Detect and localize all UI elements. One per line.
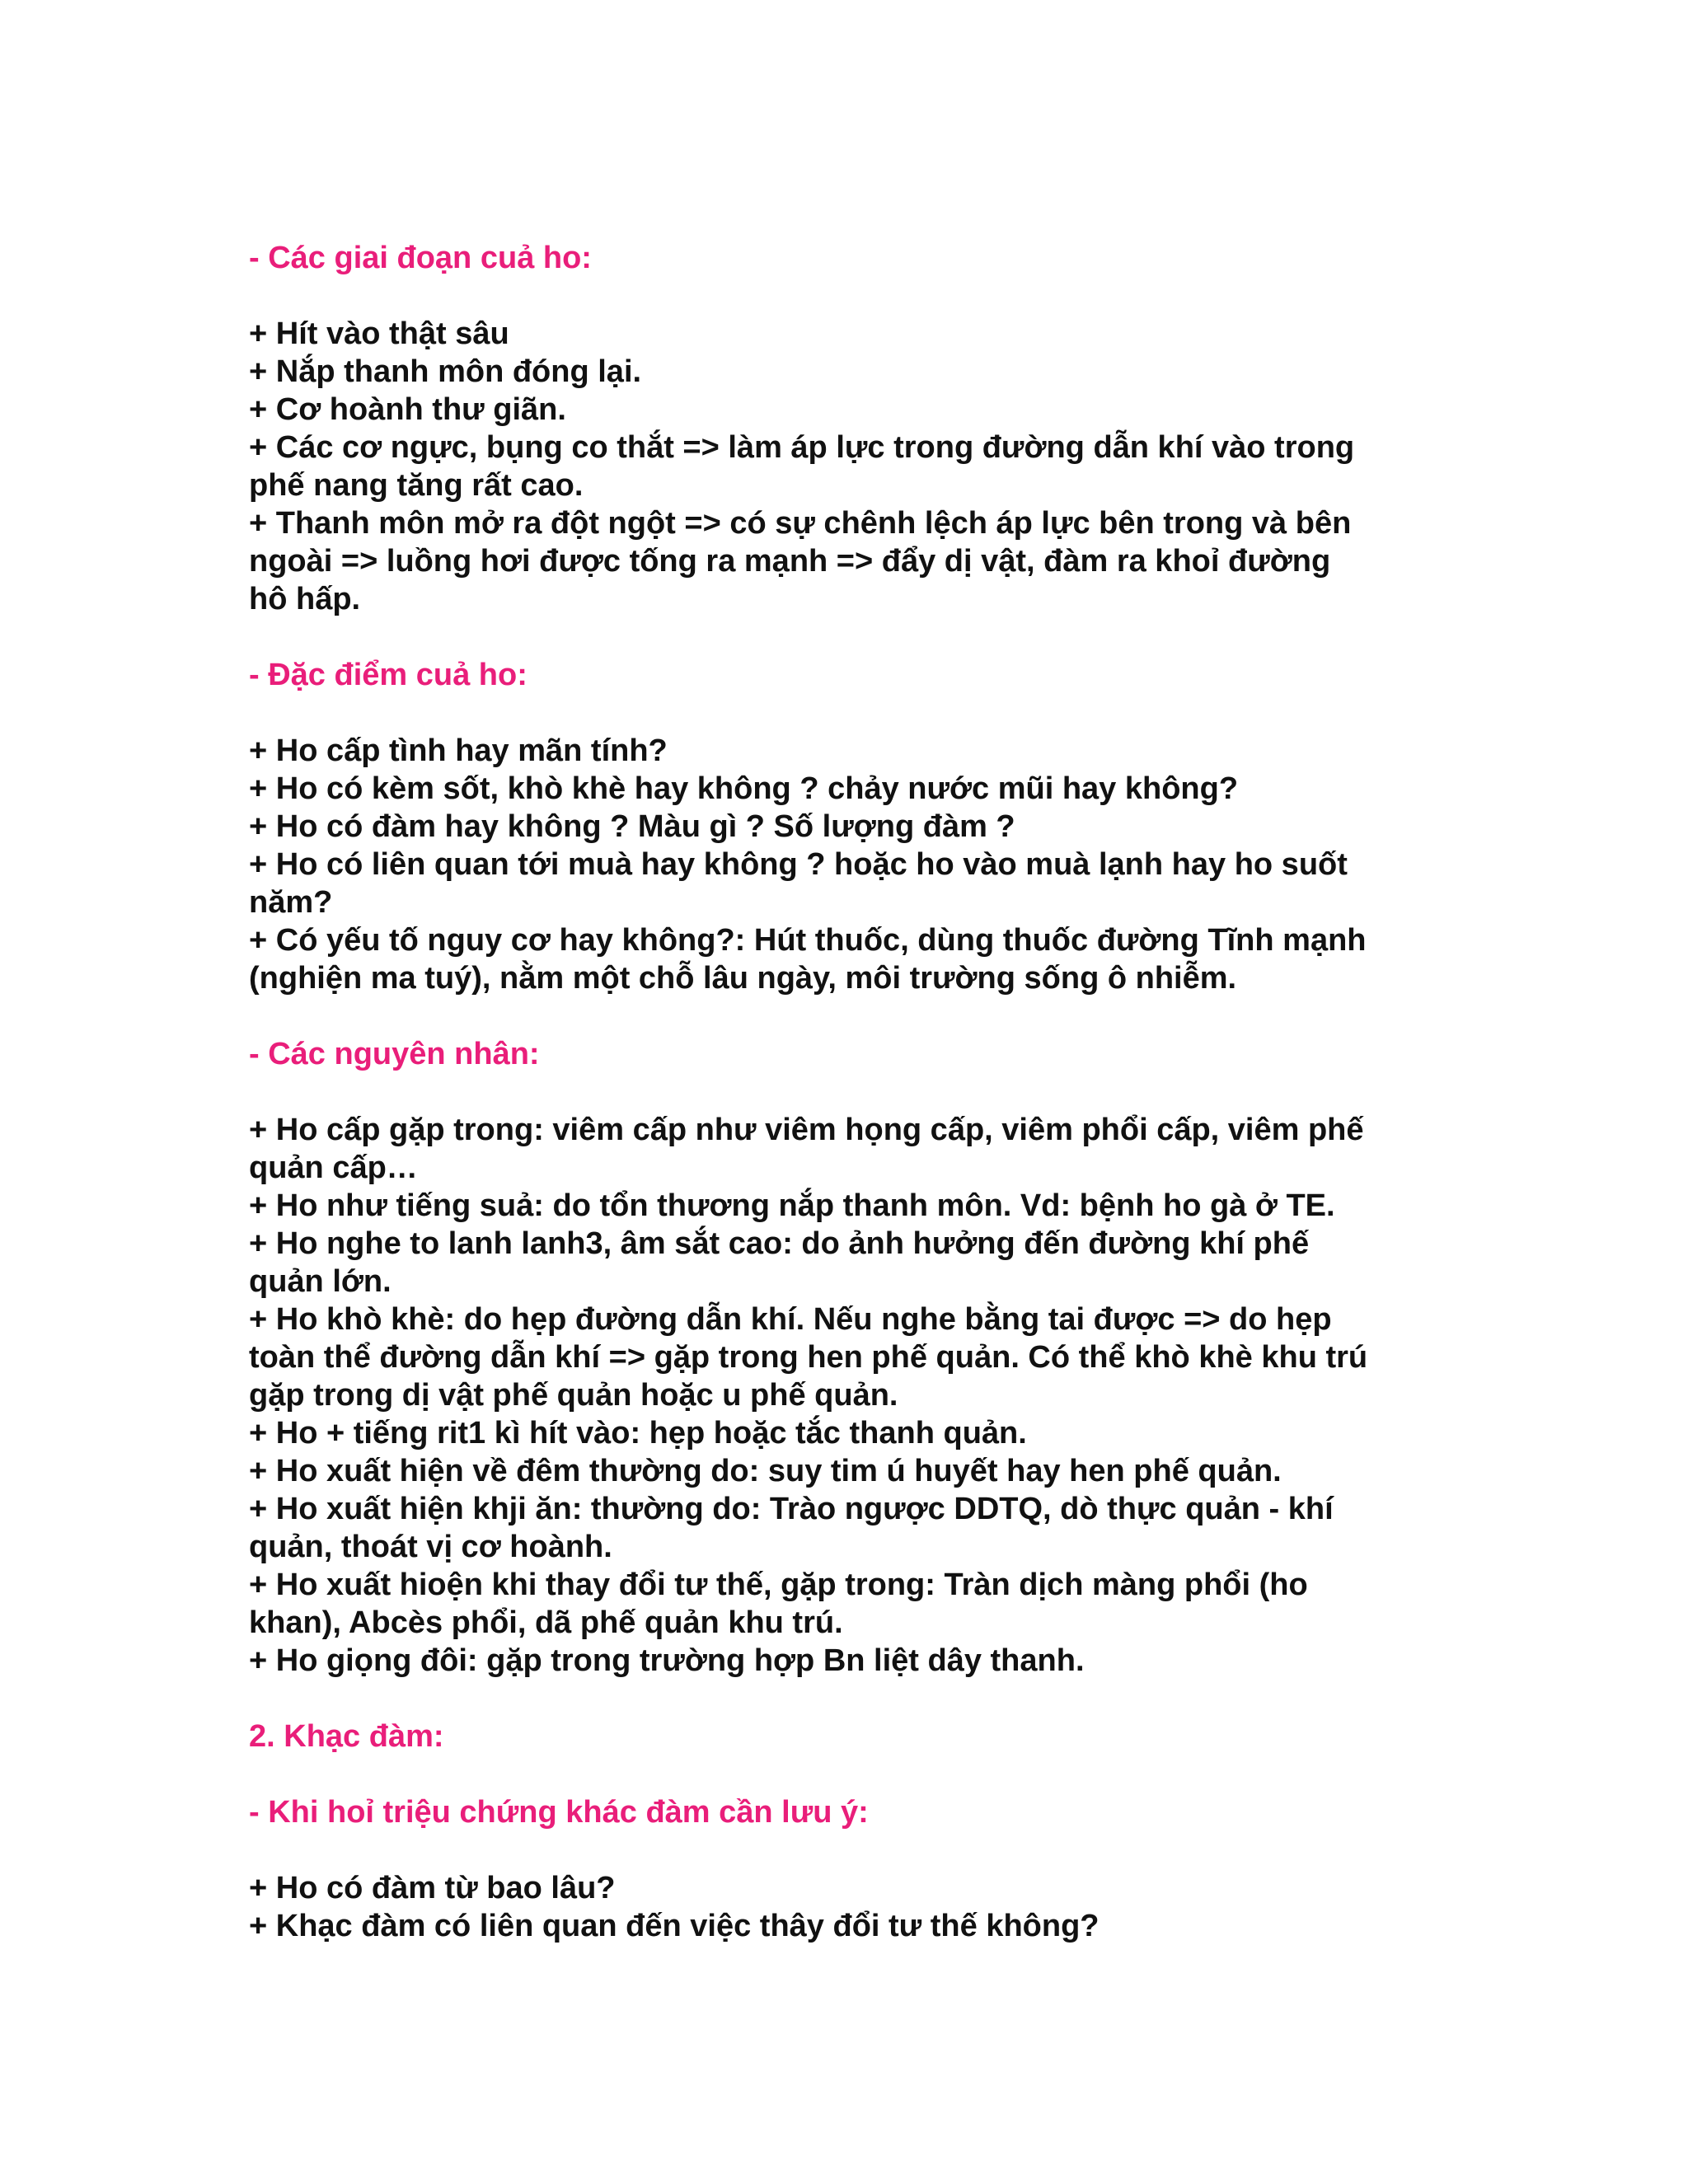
text-line: + Ho có đàm hay không ? Màu gì ? Số lượng đàm ? [249,809,1015,844]
text-line: + Cơ hoành thư giãn. [249,392,566,427]
section-heading-causes: - Các nguyên nhân: [249,1037,540,1071]
text-line: hô hấp. [249,582,361,616]
text-line: + Ho xuất hiện về đêm thường do: suy tim ú huyết hay hen phế quản. [249,1454,1282,1488]
section-body-causes [249,1111,1452,1680]
spacer [249,1755,1452,1793]
text-line: + Thanh môn mở ra đột ngột => có sự chênh lệch áp lực bên trong và bên [249,506,1352,541]
section-heading-cough-features: - Đặc điểm cuả ho: [249,658,528,692]
text-line: + Có yếu tố nguy cơ hay không?: Hút thuốc, dùng thuốc đường Tĩnh mạnh [249,923,1367,958]
text-line: + Hít vào thật sâu [249,316,509,351]
text-line: ngoài => luồng hơi được tống ra mạnh => đẩy dị vật, đàm ra khoỉ đường [249,544,1331,579]
text-line: + Ho như tiếng suả: do tổn thương nắp thanh môn. Vd: bệnh ho gà ở TE. [249,1188,1335,1223]
document-page [249,239,1452,1945]
spacer [249,1680,1452,1718]
section-body-sputum-notes [249,1869,1452,1945]
spacer [249,1073,1452,1111]
text-line: + Ho có liên quan tới muà hay không ? hoặc ho vào muà lạnh hay ho suốt [249,847,1348,882]
text-line: + Ho khò khè: do hẹp đường dẫn khí. Nếu nghe bằng tai được => do hẹp [249,1302,1332,1337]
section-heading-sputum: 2. Khạc đàm: [249,1719,444,1754]
text-line: + Nắp thanh môn đóng lại. [249,354,642,389]
text-line: phế nang tăng rất cao. [249,468,584,503]
text-line: (nghiện ma tuý), nằm một chỗ lâu ngày, môi trường sống ô nhiễm. [249,961,1237,996]
text-line: + Ho + tiếng rit1 kì hít vào: hẹp hoặc tắc thanh quản. [249,1416,1027,1451]
section-body-cough-features [249,732,1452,997]
text-line: + Ho nghe to lanh lanh3, âm sắt cao: do ảnh hưởng đến đường khí phế [249,1226,1310,1261]
text-line: khan), Abcès phổi, dã phế quản khu trú. [249,1605,843,1640]
section-body-cough-stages [249,315,1452,618]
text-line: + Ho xuất hioện khi thay đổi tư thế, gặp trong: Tràn dịch màng phổi (ho [249,1568,1308,1602]
text-line: + Ho giọng đôi: gặp trong trường hợp Bn liệt dây thanh. [249,1643,1085,1678]
text-line: + Ho có kèm sốt, khò khè hay không ? chảy nước mũi hay không? [249,771,1239,806]
text-line: + Ho xuất hiện khji ăn: thường do: Trào ngược DDTQ, dò thực quản - khí [249,1492,1334,1526]
spacer [249,618,1452,656]
spacer [249,694,1452,732]
section-heading-cough-stages: - Các giai đoạn cuả ho: [249,241,592,275]
section-heading-sputum-notes: - Khi hoỉ triệu chứng khác đàm cần lưu ý: [249,1795,869,1830]
spacer [249,1831,1452,1869]
text-line: + Khạc đàm có liên quan đến việc thây đổi tư thế không? [249,1909,1100,1943]
text-line: + Ho cấp gặp trong: viêm cấp như viêm họng cấp, viêm phổi cấp, viêm phế [249,1113,1364,1147]
spacer [249,997,1452,1035]
text-line: + Các cơ ngực, bụng co thắt => làm áp lực trong đường dẫn khí vào trong [249,430,1355,465]
text-line: quản cấp… [249,1151,418,1185]
spacer [249,277,1452,315]
text-line: + Ho cấp tình hay mãn tính? [249,733,668,768]
text-line: quản lớn. [249,1264,392,1299]
text-line: toàn thể đường dẫn khí => gặp trong hen phế quản. Có thể khò khè khu trú [249,1340,1368,1375]
text-line: quản, thoát vị cơ hoành. [249,1530,612,1564]
text-line: gặp trong dị vật phế quản hoặc u phế quản. [249,1378,898,1413]
text-line: năm? [249,885,333,920]
text-line: + Ho có đàm từ bao lâu? [249,1871,616,1905]
